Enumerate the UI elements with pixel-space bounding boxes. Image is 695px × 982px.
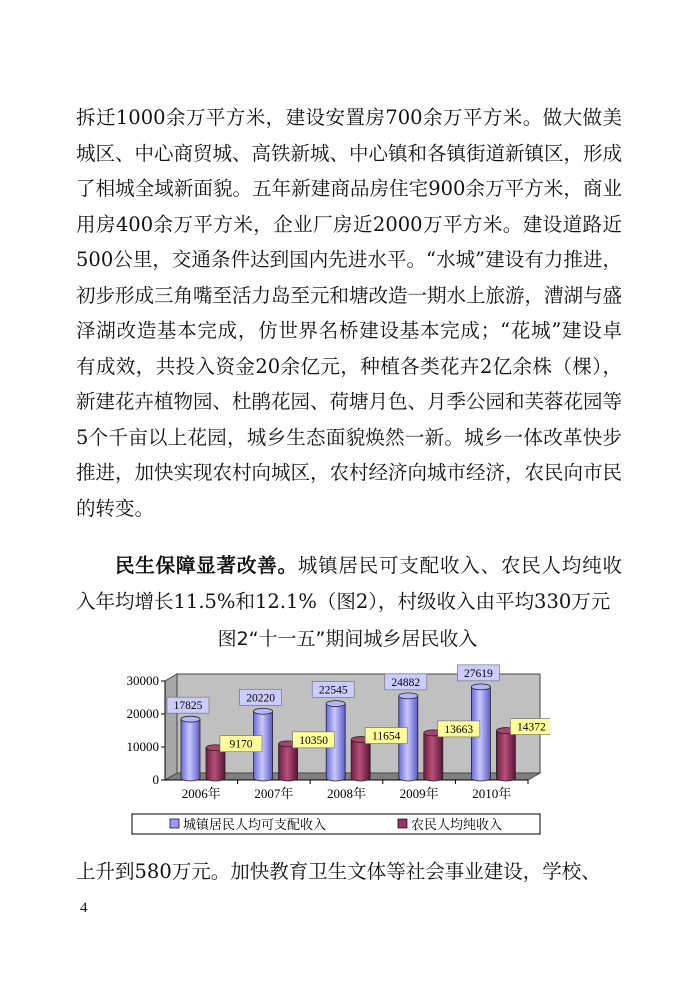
chart-data-label-text: 10350: [299, 734, 328, 747]
chart-x-tick-label: 2007年: [254, 786, 294, 801]
chart-bar-top: [399, 693, 418, 699]
chart-legend-swatch: [170, 819, 179, 828]
page-number: 4: [80, 900, 88, 916]
body-paragraph-2-text: 城镇居民可支配收入、农民人均纯收入年均增长11.5%和12.1%（图2），村级收入由平均330万元: [76, 554, 622, 613]
chart-data-label: [293, 732, 335, 748]
chart-x-tick-label: 2010年: [472, 786, 512, 801]
chart-data-label-text: 20220: [246, 692, 275, 705]
body-paragraph-1: 拆迁1000余万平方米，建设安置房700余万平方米。做大做美城区、中心商贸城、高铁新城、中心镇和各镇街道新镇区，形成了相城全域新面貌。五年新建商品房住宅900余万平方米，商业用房400余万平方米，企业厂房近2000万平方米。建设道路近500公里，交通条件达到国内先进水平。“水城”建设有力推进，初步形成三角嘴至活力岛至元和塘改造一期水上旅游，漕湖与盛泽湖改造基本完成，仿世界名桥建设基本完成；“花城”建设卓有成效，共投入资金20余亿元，种植各类花卉2亿余株（棵），新建花卉植物园、杜鹃花园、荷塘月色、月季公园和芙蓉花园等5个千亩以上花园，城乡生态面貌焕然一新。城乡一体改革快步推进，加快实现农村向城区，农村经济向城市经济，农民向市民的转变。: [76, 106, 623, 520]
chart-data-label-text: 27619: [464, 667, 493, 680]
chart-x-tick-label: 2006年: [181, 786, 221, 801]
income-chart: [100, 656, 550, 842]
chart-bar-body: [424, 733, 443, 781]
chart-bar-top: [326, 701, 345, 707]
body-paragraph-2: [76, 548, 622, 619]
chart-data-label: [385, 674, 427, 690]
chart-y-tick-label: 0: [152, 772, 159, 787]
chart-bar-top: [181, 716, 200, 722]
chart-data-label-text: 9170: [229, 738, 253, 751]
chart-y-tick-label: 10000: [126, 739, 159, 754]
chart-data-label: [457, 665, 499, 681]
chart-data-label: [510, 719, 550, 735]
chart-legend: [132, 814, 540, 834]
chart-x-tick-label: 2009年: [399, 786, 439, 801]
chart-bar-body: [279, 744, 298, 781]
chart-data-label: [220, 736, 262, 752]
chart-y-tick-label: 20000: [126, 706, 159, 721]
chart-data-label-text: 14372: [517, 721, 546, 734]
chart-data-label: [365, 728, 407, 744]
body-paragraph-3: 上升到580万元。加快教育卫生文体等社会事业建设，学校、: [76, 860, 601, 883]
chart-bar: [181, 716, 200, 781]
chart-data-label-text: 22545: [318, 684, 348, 697]
section-heading: 民生保障显著改善。: [115, 554, 298, 577]
chart-legend-swatch: [398, 819, 407, 828]
chart-bar-body: [351, 740, 370, 781]
chart-data-label-text: 24882: [391, 676, 421, 689]
chart-data-label-text: 11654: [372, 730, 401, 743]
chart-bar-top: [254, 708, 273, 714]
chart-legend-label: 农民人均纯收入: [411, 818, 503, 833]
chart-x-tick-label: 2008年: [326, 786, 367, 801]
chart-data-label-text: 13663: [444, 723, 474, 736]
chart-bar-body: [496, 731, 515, 781]
chart-data-label: [438, 721, 480, 737]
chart-data-label: [167, 697, 209, 713]
chart-side-wall: [165, 674, 177, 780]
chart-bar: [424, 730, 443, 781]
chart-bar-body: [206, 748, 225, 781]
chart-y-tick-label: 30000: [126, 673, 159, 688]
chart-title: 图2“十一五”期间城乡居民收入: [217, 628, 478, 650]
chart-data-label-text: 17825: [173, 700, 203, 713]
chart-bar-body: [181, 719, 200, 781]
chart-data-label: [312, 682, 354, 698]
chart-data-label: [240, 689, 282, 705]
chart-bar-top: [471, 684, 490, 690]
chart-legend-label: 城镇居民人均可支配收入: [183, 818, 327, 833]
chart-bar: [496, 728, 515, 781]
